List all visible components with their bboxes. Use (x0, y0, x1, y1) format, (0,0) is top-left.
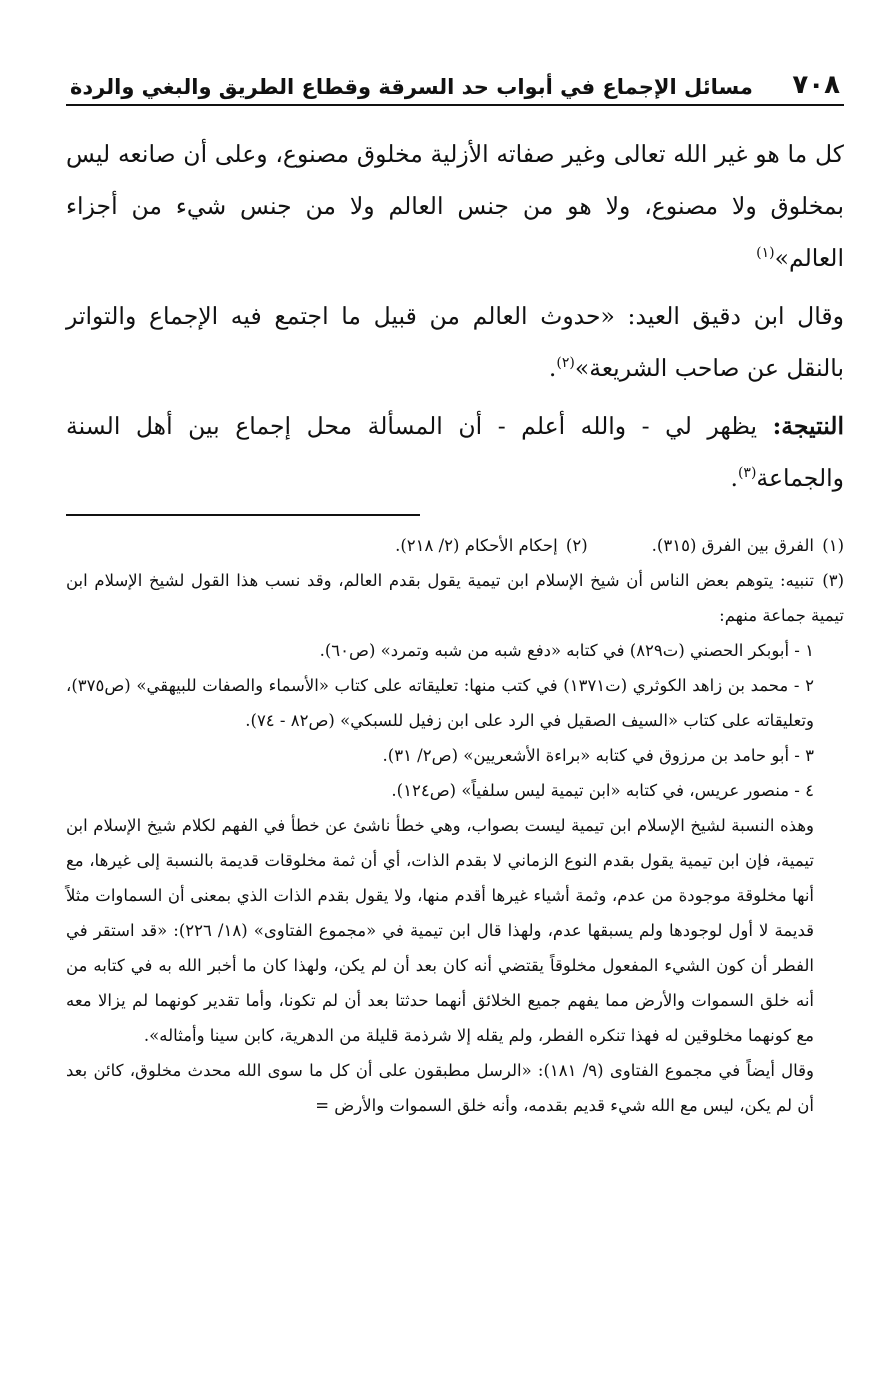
footnote-1 (652, 528, 844, 563)
footnote-ref-3[interactable]: (٣) (737, 465, 757, 482)
paragraph-2-end: . (548, 354, 557, 382)
list-item: ٢ - محمد بن زاهد الكوثري (ت١٣٧١) في كتب منها: تعليقاته على كتاب «الأسماء والصفات للبيهقي» (ص٣٧٥)، وتعليقاته على كتاب «السيف الصقيل في الرد على ابن زفيل للسبكي» (ص٨٢ - ٧٤). (66, 676, 814, 730)
footnote-3 (66, 563, 844, 633)
footnotes (66, 528, 844, 1123)
footnote-row-1-2 (66, 528, 844, 563)
footnote-2-text: إحكام الأحكام (٢/ ٢١٨). (395, 536, 558, 555)
list-item: ٤ - منصور عريس، في كتابه «ابن تيمية ليس سلفياً» (ص١٢٤). (391, 781, 814, 800)
paragraph-1-text: كل ما هو غير الله تعالى وغير صفاته الأزلية مخلوق مصنوع، وعلى أن صانعه ليس بمخلوق ولا مصنوع، ولا هو من جنس العالم ولا من جنس شيء من أجزاء العالم» (66, 140, 844, 272)
footnote-ref-2[interactable]: (٢) (556, 355, 575, 372)
main-paragraph-1 (66, 128, 844, 284)
footnote-2-number: (٢) (565, 536, 588, 555)
paragraph-3-text: يظهر لي - والله أعلم - أن المسألة محل إجماع بين أهل السنة والجماعة (66, 412, 844, 492)
footnote-1-number: (١) (822, 536, 844, 555)
footnote-3-number: (٣) (822, 571, 844, 590)
list-item: ١ - أبوبكر الحصني (ت٨٢٩) في كتابه «دفع شبه من شبه وتمرد» (ص٦٠). (319, 641, 814, 660)
footnote-divider (66, 514, 420, 516)
main-text (66, 128, 844, 504)
book-page (66, 60, 844, 1380)
footnote-2 (395, 528, 588, 563)
footnote-3-paragraph-1: وهذه النسبة لشيخ الإسلام ابن تيمية ليست بصواب، وهي خطأ ناشئ عن خطأ في الفهم لكلام شيخ الإسلام ابن تيمية، فإن ابن تيمية يقول بقدم النوع الزماني لا بقدم الذات، أي أن ثمة مخلوقات قديمة بالنسبة إلى غيرها، مع أنها مخلوقة موجودة من عدم، وثمة أشياء غيرها أقدم منها، ولا يقول بقدم الذات الذي بمعنى أن السماوات مثلاً قديمة لا أول لوجودها ولم يسبقها عدم، ولهذا قال ابن تيمية في «مجموع الفتاوى» (١٨/ ٢٢٦): «قد استقر في الفطر أن كون الشيء المفعول مخلوقاً يقتضي أنه كان بعد أن لم يكن، ولهذا كان ما أخبر الله به في كتابه من أنه خلق السموات والأرض مما يفهم جميع الخلائق أنهما حدثتا بعد أن لم تكونا، وأما تقدير كونهما لم يزالا معه مع كونهما مخلوقين له فهذا تنكره الفطر، ولم يقله إلا شرذمة قليلة من الدهرية، كابن سينا وأمثاله». (66, 816, 815, 1045)
page-header (66, 60, 844, 106)
running-title: مسائل الإجماع في أبواب حد السرقة وقطاع الطريق والبغي والردة (70, 75, 753, 99)
main-paragraph-3 (66, 400, 844, 504)
conclusion-label: النتيجة: (772, 412, 844, 440)
footnote-3-paragraph-2: وقال أيضاً في مجموع الفتاوى (٩/ ١٨١): «الرسل مطبقون على أن كل ما سوى الله محدث مخلوق، كائن بعد أن لم يكن، ليس مع الله شيء قديم بقدمه، وأنه خلق السموات والأرض = (66, 1061, 814, 1115)
main-paragraph-2 (66, 290, 844, 394)
footnote-ref-1[interactable]: (١) (756, 245, 775, 262)
footnote-1-text: الفرق بين الفرق (٣١٥). (651, 536, 814, 555)
paragraph-2-text: وقال ابن دقيق العيد: «حدوث العالم من قبيل ما اجتمع فيه الإجماع والتواتر بالنقل عن صاحب الشريعة» (66, 302, 844, 382)
paragraph-3-end: . (730, 464, 738, 492)
footnote-3-intro: تنبيه: يتوهم بعض الناس أن شيخ الإسلام ابن تيمية يقول بقدم العالم، وقد نسب هذا القول لشيخ الإسلام ابن تيمية جماعة منهم: (66, 571, 844, 625)
page-number: ٧٠٨ (792, 70, 840, 100)
list-item: ٣ - أبو حامد بن مرزوق في كتابه «براءة الأشعريين» (ص٢/ ٣١). (382, 746, 814, 765)
